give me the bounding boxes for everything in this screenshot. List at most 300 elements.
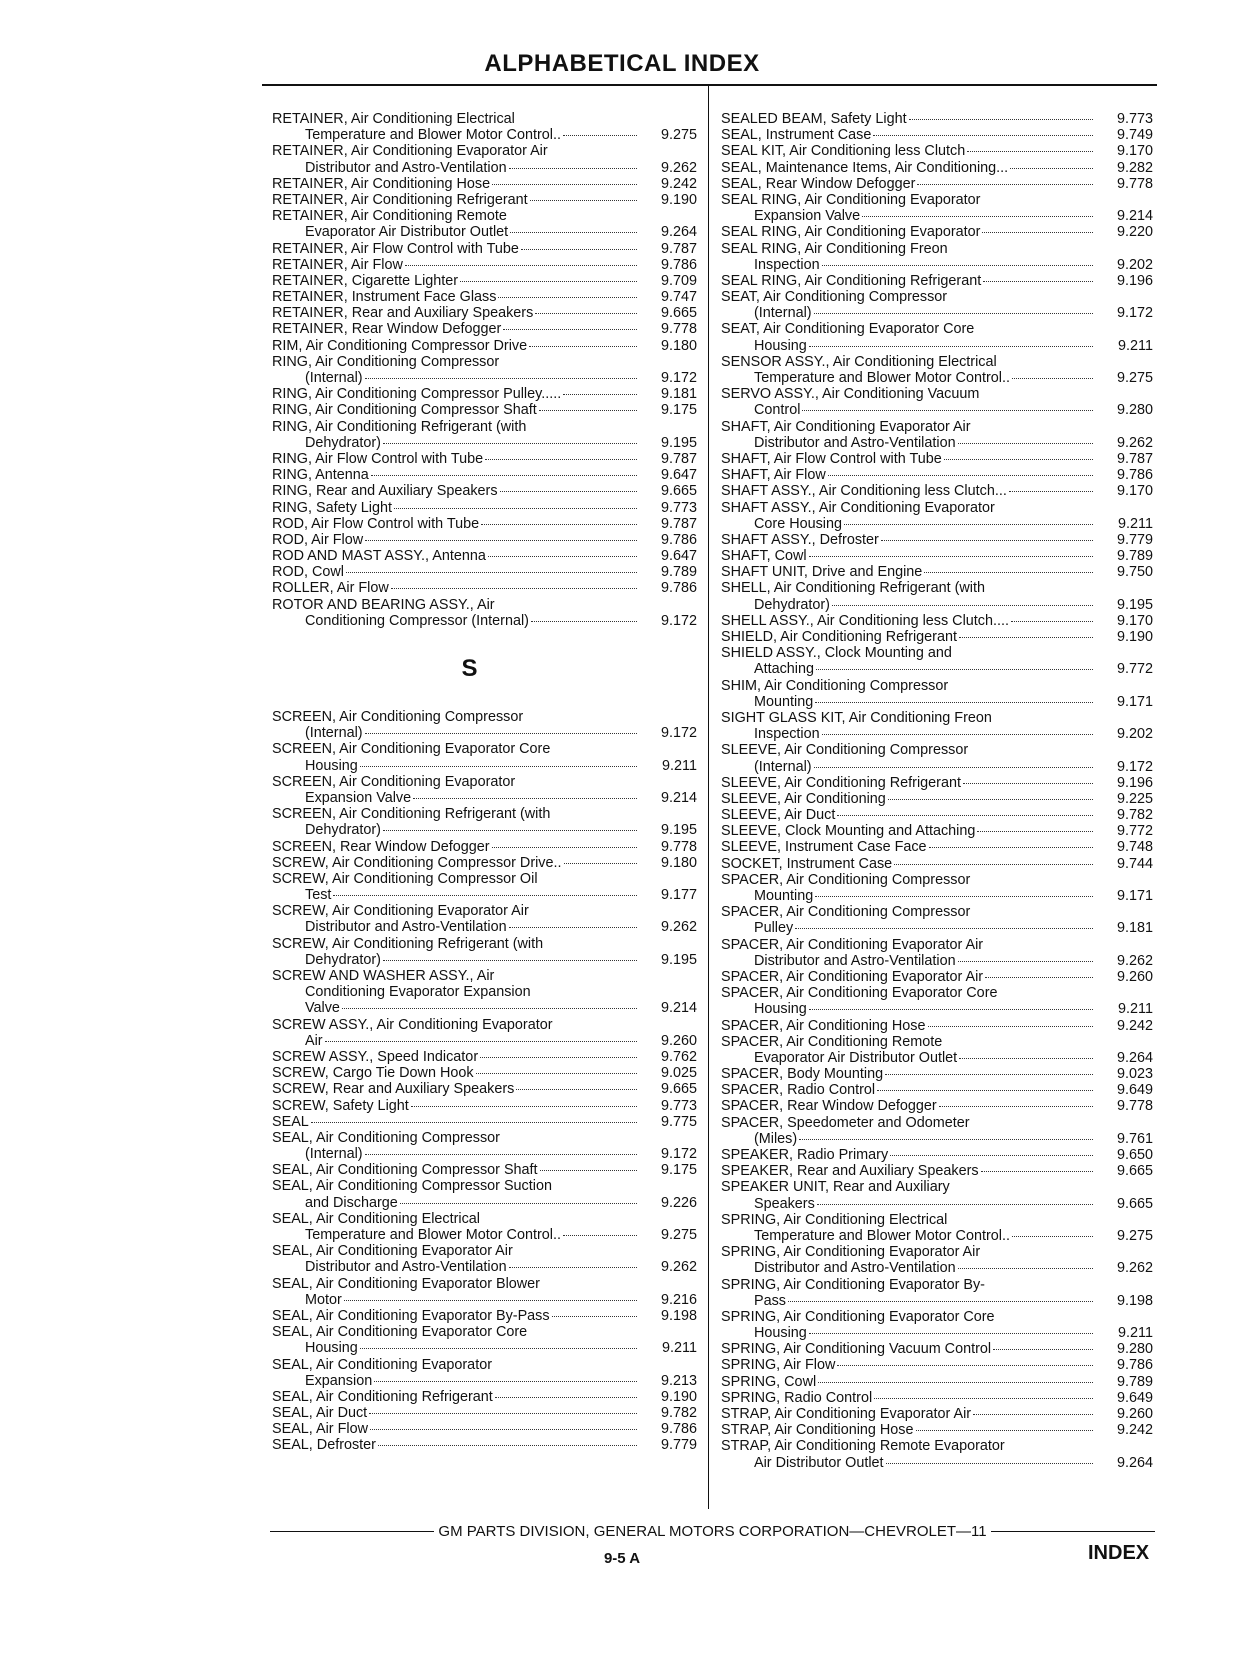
dot-leader bbox=[344, 1300, 637, 1301]
page-reference: 9.177 bbox=[660, 887, 697, 904]
page-reference: 9.647 bbox=[660, 548, 697, 565]
index-entry-text: SPACER, Air Conditioning Remote bbox=[721, 1033, 943, 1050]
index-entry-line bbox=[272, 548, 697, 564]
page-reference: 9.275 bbox=[660, 1227, 697, 1243]
index-entry bbox=[721, 1098, 1153, 1114]
index-entry-line bbox=[721, 419, 1153, 435]
dot-leader bbox=[822, 265, 1093, 266]
dot-leader bbox=[485, 459, 637, 460]
index-entry-text: RING, Air Flow Control with Tube bbox=[272, 450, 484, 467]
dot-leader bbox=[481, 524, 637, 525]
dot-leader bbox=[365, 540, 637, 541]
index-entry bbox=[272, 548, 697, 564]
index-entry-text: SPACER, Speedometer and Odometer bbox=[721, 1114, 970, 1131]
index-entry-line bbox=[272, 564, 697, 580]
index-entry-text: (Internal) bbox=[754, 305, 812, 322]
index-entry bbox=[721, 985, 1153, 1017]
index-entry-line bbox=[721, 710, 1153, 726]
index-entry-text: SEAL, Air Conditioning Evaporator By-Pass bbox=[272, 1307, 550, 1324]
index-entry-text: SEAL, Air Conditioning Evaporator Blower bbox=[272, 1275, 540, 1292]
index-entry-line bbox=[721, 127, 1153, 143]
index-entry bbox=[721, 1422, 1153, 1438]
index-entry-line bbox=[721, 597, 1153, 613]
index-entry-text: Distributor and Astro-Ventilation bbox=[754, 434, 956, 451]
index-entry-line bbox=[721, 1277, 1153, 1293]
index-entry bbox=[721, 160, 1153, 176]
index-entry bbox=[272, 532, 697, 548]
index-entry bbox=[721, 1438, 1153, 1470]
index-entry-line bbox=[721, 143, 1153, 159]
index-entry-text: SEAL, Air Conditioning Electrical bbox=[272, 1210, 480, 1227]
dot-leader bbox=[311, 1122, 637, 1123]
index-entry-text: ROLLER, Air Flow bbox=[272, 580, 389, 597]
index-entry-line bbox=[272, 1195, 697, 1211]
index-entry bbox=[272, 1389, 697, 1405]
dot-leader bbox=[411, 1106, 637, 1107]
index-entry-text: RETAINER, Air Flow bbox=[272, 256, 403, 273]
dot-leader bbox=[874, 1398, 1093, 1399]
index-entry-line bbox=[721, 1212, 1153, 1228]
index-entry-line bbox=[721, 224, 1153, 240]
index-entry-line bbox=[272, 871, 697, 887]
index-entry bbox=[272, 483, 697, 499]
index-entry bbox=[272, 806, 697, 838]
footer-text: GM PARTS DIVISION, GENERAL MOTORS CORPORATION—CHEVROLET—11 bbox=[438, 1523, 987, 1540]
index-entry-text: RETAINER, Air Conditioning Evaporator Air bbox=[272, 143, 548, 160]
index-entry bbox=[272, 1357, 697, 1389]
index-entry-text: RING, Rear and Auxiliary Speakers bbox=[272, 483, 498, 500]
index-entry-line bbox=[272, 160, 697, 176]
index-entry bbox=[272, 580, 697, 596]
index-entry-line bbox=[272, 435, 697, 451]
index-entry-line bbox=[721, 1179, 1153, 1195]
index-entry-text: SHAFT ASSY., Air Conditioning Evaporator bbox=[721, 499, 995, 516]
index-entry-line bbox=[721, 160, 1153, 176]
index-entry-text: SLEEVE, Air Duct bbox=[721, 807, 836, 824]
index-entry-text: Expansion Valve bbox=[754, 208, 861, 225]
index-entry-line bbox=[272, 1130, 697, 1146]
index-entry-line bbox=[272, 257, 697, 273]
page-reference: 9.025 bbox=[660, 1065, 697, 1082]
index-entry bbox=[272, 451, 697, 467]
page-reference: 9.280 bbox=[1116, 402, 1153, 419]
index-entry-text: Housing bbox=[754, 1325, 807, 1342]
index-entry bbox=[272, 774, 697, 806]
dot-leader bbox=[539, 410, 637, 411]
index-entry bbox=[272, 1421, 697, 1437]
index-entry-line bbox=[721, 904, 1153, 920]
page-reference: 9.242 bbox=[660, 175, 697, 192]
index-entry bbox=[721, 483, 1153, 499]
column-divider bbox=[708, 86, 709, 1509]
index-entry-line bbox=[272, 289, 697, 305]
page-reference: 9.786 bbox=[660, 531, 697, 548]
index-entry-text: SCREW ASSY., Air Conditioning Evaporator bbox=[272, 1016, 553, 1033]
index-entry-line bbox=[721, 759, 1153, 775]
index-entry bbox=[721, 192, 1153, 224]
index-entry-text: SOCKET, Instrument Case bbox=[721, 855, 893, 872]
dot-leader bbox=[510, 232, 637, 233]
index-entry-text: Dehydrator) bbox=[305, 822, 381, 839]
index-entry-line bbox=[272, 1227, 697, 1243]
index-entry-text: Test bbox=[305, 887, 332, 904]
page-reference: 9.198 bbox=[660, 1307, 697, 1324]
index-entry-line bbox=[721, 823, 1153, 839]
index-entry-line bbox=[721, 661, 1153, 677]
index-entry-text: SHAFT, Air Conditioning Evaporator Air bbox=[721, 418, 971, 435]
index-entry-line bbox=[721, 1034, 1153, 1050]
index-entry-line bbox=[272, 354, 697, 370]
index-entry-line bbox=[721, 629, 1153, 645]
dot-leader bbox=[1011, 621, 1093, 622]
page-reference: 9.195 bbox=[660, 951, 697, 968]
index-entry-line bbox=[721, 192, 1153, 208]
page-reference: 9.779 bbox=[660, 1437, 697, 1454]
index-entry-text: Valve bbox=[305, 1000, 340, 1017]
index-entry bbox=[272, 273, 697, 289]
dot-leader bbox=[476, 1073, 637, 1074]
page-reference: 9.264 bbox=[1116, 1454, 1153, 1471]
page-reference: 9.172 bbox=[660, 1146, 697, 1163]
page-reference: 9.214 bbox=[1116, 208, 1153, 225]
page-reference: 9.172 bbox=[660, 612, 697, 629]
index-entry-text: Temperature and Blower Motor Control.. bbox=[754, 370, 1010, 386]
dot-leader bbox=[828, 475, 1093, 476]
index-entry-text: SCREW, Cargo Tie Down Hook bbox=[272, 1065, 474, 1082]
index-entry-line bbox=[272, 192, 697, 208]
index-entry-line bbox=[272, 1340, 697, 1356]
index-entry-text: SPACER, Air Conditioning Compressor bbox=[721, 871, 971, 888]
dot-leader bbox=[958, 1268, 1093, 1269]
index-entry-line bbox=[272, 451, 697, 467]
page-reference: 9.171 bbox=[1116, 888, 1153, 904]
index-entry bbox=[272, 338, 697, 354]
index-entry-line bbox=[272, 1308, 697, 1324]
dot-leader bbox=[822, 734, 1093, 735]
index-entry-line bbox=[721, 386, 1153, 402]
index-entry-line bbox=[721, 1390, 1153, 1406]
index-entry-line bbox=[272, 1276, 697, 1292]
page-reference: 9.170 bbox=[1116, 483, 1153, 500]
index-entry-text: SPACER, Body Mounting bbox=[721, 1066, 884, 1083]
index-entry bbox=[721, 224, 1153, 240]
dot-leader bbox=[809, 346, 1093, 347]
dot-leader bbox=[360, 1348, 637, 1349]
index-entry bbox=[721, 1147, 1153, 1163]
dot-leader bbox=[814, 767, 1093, 768]
index-entry-text: RING, Air Conditioning Compressor bbox=[272, 353, 500, 370]
index-entry bbox=[721, 710, 1153, 742]
dot-leader bbox=[371, 475, 637, 476]
index-entry bbox=[721, 241, 1153, 273]
page-reference: 9.647 bbox=[660, 467, 697, 484]
page-reference: 9.172 bbox=[660, 725, 697, 742]
dot-leader bbox=[383, 830, 637, 831]
page-reference: 9.190 bbox=[660, 1388, 697, 1405]
s-entries-continued bbox=[721, 111, 1153, 1471]
index-entry-text: Inspection bbox=[754, 726, 820, 743]
index-entry-text: Housing bbox=[305, 757, 358, 774]
index-entry bbox=[721, 143, 1153, 159]
dot-leader bbox=[799, 1139, 1093, 1140]
index-entry-text: SHIELD ASSY., Clock Mounting and bbox=[721, 645, 952, 662]
index-entry bbox=[272, 1211, 697, 1243]
dot-leader bbox=[563, 1235, 637, 1236]
index-entry-line bbox=[721, 969, 1153, 985]
index-entry-line bbox=[272, 1324, 697, 1340]
index-entry bbox=[272, 111, 697, 143]
index-entry-text: SIGHT GLASS KIT, Air Conditioning Freon bbox=[721, 709, 992, 726]
index-entry-line bbox=[272, 241, 697, 257]
page-reference: 9.778 bbox=[660, 321, 697, 338]
index-entry-text: Attaching bbox=[754, 661, 815, 678]
index-entry-line bbox=[721, 1422, 1153, 1438]
index-entry bbox=[272, 241, 697, 257]
page-reference: 9.220 bbox=[1116, 224, 1153, 241]
index-entry bbox=[721, 564, 1153, 580]
index-entry bbox=[272, 1405, 697, 1421]
page-reference: 9.190 bbox=[1116, 629, 1153, 645]
index-entry-line bbox=[721, 1196, 1153, 1212]
index-entry bbox=[272, 1114, 697, 1130]
index-entry bbox=[721, 1018, 1153, 1034]
page-reference: 9.195 bbox=[1116, 596, 1153, 613]
page-reference: 9.262 bbox=[660, 1259, 697, 1276]
index-entry-text: ROTOR AND BEARING ASSY., Air bbox=[272, 596, 495, 613]
index-entry-line bbox=[721, 1098, 1153, 1114]
index-entry-line bbox=[272, 855, 697, 871]
index-entry-text: SEAL, Air Duct bbox=[272, 1405, 368, 1422]
index-entry bbox=[272, 1437, 697, 1453]
page-reference: 9.216 bbox=[660, 1291, 697, 1308]
index-entry-line bbox=[272, 467, 697, 483]
index-entry-line bbox=[272, 176, 697, 192]
page-reference: 9.170 bbox=[1116, 612, 1153, 629]
index-entry-line bbox=[272, 224, 697, 240]
index-entry-text: Temperature and Blower Motor Control.. bbox=[305, 1227, 561, 1243]
dot-leader bbox=[959, 1058, 1093, 1059]
dot-leader bbox=[492, 847, 637, 848]
index-entry-line bbox=[272, 1081, 697, 1097]
index-entry-text: Core Housing bbox=[754, 515, 842, 532]
page-reference: 9.226 bbox=[660, 1194, 697, 1211]
page-reference: 9.213 bbox=[660, 1372, 697, 1389]
index-entry-line bbox=[721, 402, 1153, 418]
index-entry-line bbox=[272, 613, 697, 629]
page-reference: 9.787 bbox=[660, 240, 697, 257]
index-entry-text: SLEEVE, Instrument Case Face bbox=[721, 839, 927, 856]
index-entry-text: ROD, Air Flow bbox=[272, 531, 364, 548]
dot-leader bbox=[928, 1026, 1094, 1027]
index-entry-text: RING, Antenna bbox=[272, 467, 369, 484]
dot-leader bbox=[531, 621, 637, 622]
dot-leader bbox=[509, 168, 637, 169]
index-entry-text: SEAL, Defroster bbox=[272, 1437, 376, 1454]
dot-leader bbox=[509, 1267, 637, 1268]
index-entry-line bbox=[721, 241, 1153, 257]
index-entry-text: STRAP, Air Conditioning Hose bbox=[721, 1422, 914, 1439]
index-entry-text: RING, Air Conditioning Compressor Shaft bbox=[272, 402, 537, 419]
index-entry bbox=[721, 1406, 1153, 1422]
index-entry-text: Mounting bbox=[754, 888, 814, 904]
index-entry bbox=[272, 839, 697, 855]
page-reference: 9.786 bbox=[660, 256, 697, 273]
index-entry bbox=[721, 127, 1153, 143]
index-entry bbox=[721, 1277, 1153, 1309]
page-reference: 9.748 bbox=[1116, 839, 1153, 856]
dot-leader bbox=[365, 733, 637, 734]
index-entry-line bbox=[272, 419, 697, 435]
index-entry-text: SPEAKER UNIT, Rear and Auxiliary bbox=[721, 1179, 950, 1196]
index-entry bbox=[272, 968, 697, 1017]
page-reference: 9.787 bbox=[660, 450, 697, 467]
index-entry-text: SHAFT, Air Flow Control with Tube bbox=[721, 450, 942, 467]
index-entry-text: SPACER, Rear Window Defogger bbox=[721, 1098, 937, 1115]
dot-leader bbox=[929, 847, 1093, 848]
page-reference: 9.195 bbox=[660, 434, 697, 451]
page-reference: 9.260 bbox=[1116, 1406, 1153, 1422]
index-entry-text: SEAL bbox=[272, 1113, 309, 1130]
page-reference: 9.649 bbox=[1116, 1389, 1153, 1406]
dot-leader bbox=[958, 443, 1093, 444]
index-entry-line bbox=[721, 435, 1153, 451]
index-entry-line bbox=[721, 1001, 1153, 1017]
dot-leader bbox=[788, 1301, 1093, 1302]
index-entry-text: RING, Air Conditioning Refrigerant (with bbox=[272, 418, 527, 435]
index-entry-text: SEAL RING, Air Conditioning Refrigerant bbox=[721, 272, 982, 289]
index-entry-text: SHAFT, Air Flow bbox=[721, 467, 826, 484]
index-entry-text: Pass bbox=[754, 1292, 786, 1309]
index-entry bbox=[272, 1243, 697, 1275]
index-entry bbox=[272, 903, 697, 935]
index-entry-text: Temperature and Blower Motor Control.. bbox=[754, 1227, 1010, 1244]
index-entry-line bbox=[721, 370, 1153, 386]
index-column-right bbox=[721, 111, 1153, 1471]
page-reference: 9.242 bbox=[1116, 1422, 1153, 1439]
index-entry-line bbox=[721, 176, 1153, 192]
page-reference: 9.786 bbox=[660, 1421, 697, 1438]
dot-leader bbox=[967, 151, 1093, 152]
index-entry-line bbox=[272, 1178, 697, 1194]
index-entry-text: ROD AND MAST ASSY., Antenna bbox=[272, 548, 486, 565]
page-reference: 9.773 bbox=[660, 499, 697, 516]
footer bbox=[270, 1523, 1155, 1540]
index-entry-text: SPACER, Air Conditioning Hose bbox=[721, 1017, 926, 1034]
index-entry-text: ROD, Cowl bbox=[272, 564, 344, 581]
dot-leader bbox=[540, 1170, 637, 1171]
index-entry-line bbox=[721, 872, 1153, 888]
page-reference: 9.786 bbox=[660, 580, 697, 597]
page-reference: 9.211 bbox=[662, 1340, 697, 1357]
dot-leader bbox=[909, 119, 1093, 120]
dot-leader bbox=[890, 1155, 1093, 1156]
index-entry-line bbox=[721, 920, 1153, 936]
page-reference: 9.262 bbox=[660, 919, 697, 936]
dot-leader bbox=[963, 783, 1093, 784]
page-reference: 9.775 bbox=[660, 1113, 697, 1130]
index-entry-text: SEAT, Air Conditioning Evaporator Core bbox=[721, 321, 975, 338]
index-entry-line bbox=[272, 273, 697, 289]
index-entry-text: SEAL RING, Air Conditioning Evaporator bbox=[721, 224, 981, 241]
page-reference: 9.264 bbox=[1116, 1049, 1153, 1066]
index-entry bbox=[272, 597, 697, 629]
index-entry-text: SHAFT ASSY., Air Conditioning less Clutch... bbox=[721, 483, 1007, 500]
page-reference: 9.262 bbox=[660, 159, 697, 176]
index-entry-text: SCREW, Air Conditioning Refrigerant (with bbox=[272, 935, 544, 952]
index-entry-line bbox=[272, 1033, 697, 1049]
page-reference: 9.787 bbox=[660, 515, 697, 532]
index-entry-line bbox=[272, 1000, 697, 1016]
index-entry-line bbox=[721, 580, 1153, 596]
index-entry-line bbox=[721, 516, 1153, 532]
page-title: ALPHABETICAL INDEX bbox=[484, 50, 760, 77]
index-entry bbox=[272, 419, 697, 451]
page-reference: 9.665 bbox=[1116, 1163, 1153, 1180]
index-entry-text: SCREW ASSY., Speed Indicator bbox=[272, 1048, 479, 1065]
index-entry bbox=[721, 1212, 1153, 1244]
index-entry-line bbox=[721, 1082, 1153, 1098]
index-entry bbox=[721, 629, 1153, 645]
dot-leader bbox=[802, 410, 1093, 411]
index-entry-line bbox=[721, 111, 1153, 127]
dot-leader bbox=[894, 864, 1093, 865]
index-entry-line bbox=[721, 937, 1153, 953]
index-entry-line bbox=[272, 806, 697, 822]
page-reference: 9.211 bbox=[1118, 337, 1153, 354]
dot-leader bbox=[877, 1090, 1093, 1091]
index-entry bbox=[272, 1049, 697, 1065]
dot-leader bbox=[535, 313, 637, 314]
index-entry-text: RETAINER, Cigarette Lighter bbox=[272, 272, 459, 289]
index-entry-line bbox=[721, 1244, 1153, 1260]
index-entry-line bbox=[272, 725, 697, 741]
index-entry-line bbox=[272, 839, 697, 855]
index-entry-text: Pulley bbox=[754, 920, 794, 937]
page-reference: 9.214 bbox=[660, 789, 697, 806]
index-entry-line bbox=[721, 451, 1153, 467]
index-entry-text: SLEEVE, Clock Mounting and Attaching bbox=[721, 823, 976, 840]
index-entry-line bbox=[272, 1437, 697, 1453]
index-entry-text: SCREW, Air Conditioning Compressor Drive.. bbox=[272, 854, 562, 871]
dot-leader bbox=[917, 184, 1093, 185]
dot-leader bbox=[492, 184, 637, 185]
dot-leader bbox=[981, 1171, 1093, 1172]
index-entry-text: SEAL, Air Flow bbox=[272, 1421, 368, 1438]
page-reference: 9.196 bbox=[1116, 774, 1153, 791]
index-entry-line bbox=[272, 580, 697, 596]
index-entry-text: Temperature and Blower Motor Control.. bbox=[305, 127, 561, 144]
index-entry-text: SLEEVE, Air Conditioning Compressor bbox=[721, 742, 969, 759]
index-entry-text: SEAL, Air Conditioning Evaporator Air bbox=[272, 1243, 513, 1260]
index-entry-text: SPRING, Air Conditioning Evaporator Air bbox=[721, 1244, 981, 1261]
index-entry bbox=[721, 419, 1153, 451]
index-entry-line bbox=[721, 953, 1153, 969]
page-reference: 9.225 bbox=[1116, 790, 1153, 807]
page-reference: 9.709 bbox=[660, 272, 697, 289]
index-entry bbox=[721, 1115, 1153, 1147]
page-reference: 9.275 bbox=[1116, 370, 1153, 386]
dot-leader bbox=[500, 491, 637, 492]
index-entry-line bbox=[721, 257, 1153, 273]
page-reference: 9.665 bbox=[660, 1081, 697, 1098]
page-reference: 9.772 bbox=[1116, 823, 1153, 840]
index-entry-text: SCREW, Safety Light bbox=[272, 1097, 409, 1114]
dot-leader bbox=[815, 702, 1093, 703]
page-reference: 9.023 bbox=[1116, 1066, 1153, 1083]
index-entry-line bbox=[272, 968, 697, 984]
page-reference: 9.282 bbox=[1116, 159, 1153, 176]
index-entry-text: Mounting bbox=[754, 693, 814, 710]
